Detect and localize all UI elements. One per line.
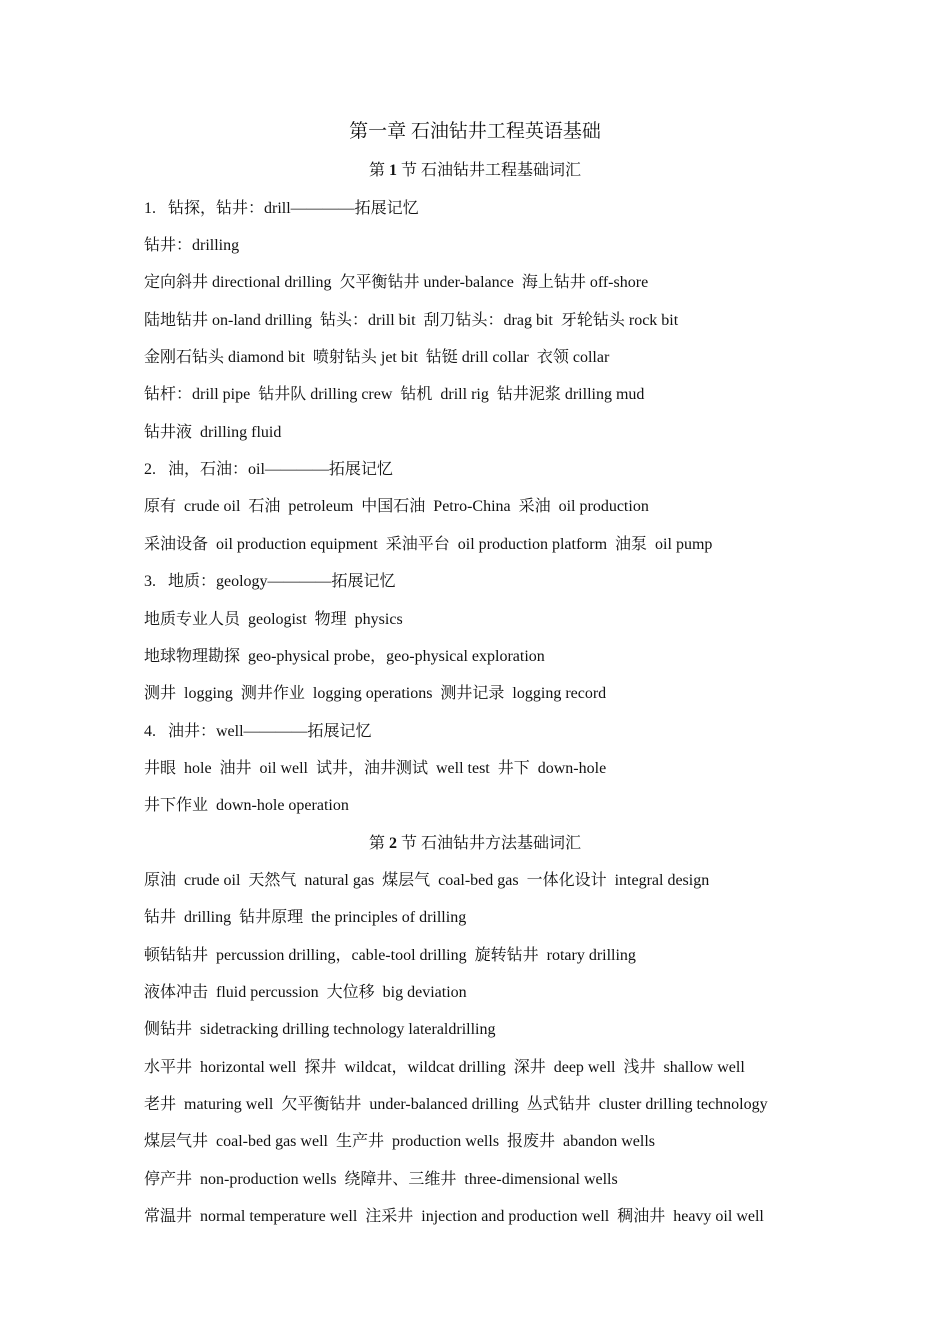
vocab-line: 测井 logging 测井作业 logging operations 测井记录 logging record bbox=[144, 685, 607, 702]
vocab-line: 液体冲击 fluid percussion 大位移 big deviation bbox=[144, 984, 467, 1001]
vocab-line: 老井 maturing well 欠平衡钻井 under-balanced drilling 丛式钻井 cluster drilling technology bbox=[144, 1096, 768, 1113]
vocab-heading-geology: 3. 地质：geology————拓展记忆 bbox=[144, 573, 396, 590]
vocab-heading-drill: 1. 钻探，钻井：drill————拓展记忆 bbox=[144, 200, 419, 217]
vocab-line: 原油 crude oil 天然气 natural gas 煤层气 coal-bed gas 一体化设计 integral design bbox=[144, 872, 710, 889]
vocab-heading-well: 4. 油井：well————拓展记忆 bbox=[144, 723, 372, 740]
vocab-line: 停产井 non-production wells 绕障井、三维井 three-dimensional wells bbox=[144, 1171, 618, 1188]
vocab-line: 钻井液 drilling fluid bbox=[144, 424, 282, 441]
vocab-line: 常温井 normal temperature well 注采井 injection and production well 稠油井 heavy oil well bbox=[144, 1208, 764, 1225]
section-number: 2 bbox=[389, 835, 397, 852]
vocab-line: 金刚石钻头 diamond bit 喷射钻头 jet bit 钻铤 drill collar 衣领 collar bbox=[144, 349, 610, 366]
vocab-line: 采油设备 oil production equipment 采油平台 oil production platform 油泵 oil pump bbox=[144, 536, 713, 553]
vocab-heading-oil: 2. 油，石油：oil————拓展记忆 bbox=[144, 461, 393, 478]
section-prefix: 第 bbox=[368, 835, 389, 852]
section-prefix: 第 bbox=[368, 162, 389, 179]
vocab-line: 原有 crude oil 石油 petroleum 中国石油 Petro-China 采油 oil production bbox=[144, 498, 649, 515]
vocab-line: 侧钻井 sidetracking drilling technology lateraldrilling bbox=[144, 1021, 496, 1038]
section-heading-2 bbox=[0, 832, 950, 856]
section-title: 节 石油钻井工程基础词汇 bbox=[397, 162, 582, 179]
section-heading-1 bbox=[0, 159, 950, 183]
vocab-line: 水平井 horizontal well 探井 wildcat，wildcat drilling 深井 deep well 浅井 shallow well bbox=[144, 1059, 745, 1076]
vocab-line: 煤层气井 coal-bed gas well 生产井 production wells 报废井 abandon wells bbox=[144, 1133, 656, 1150]
section-title: 节 石油钻井方法基础词汇 bbox=[397, 835, 582, 852]
vocab-line: 井下作业 down-hole operation bbox=[144, 797, 349, 814]
vocab-line: 钻井：drilling bbox=[144, 237, 240, 254]
vocab-line: 陆地钻井 on-land drilling 钻头：drill bit 刮刀钻头：drag bit 牙轮钻头 rock bit bbox=[144, 312, 679, 329]
section-number: 1 bbox=[389, 162, 397, 179]
vocab-line: 地质专业人员 geologist 物理 physics bbox=[144, 611, 403, 628]
vocab-line: 顿钻钻井 percussion drilling，cable-tool drilling 旋转钻井 rotary drilling bbox=[144, 947, 636, 964]
vocab-line: 钻井 drilling 钻井原理 the principles of drilling bbox=[144, 909, 467, 926]
chapter-title: 第一章 石油钻井工程英语基础 bbox=[349, 121, 601, 142]
vocab-line: 钻杆：drill pipe 钻井队 drilling crew 钻机 drill rig 钻井泥浆 drilling mud bbox=[144, 386, 645, 403]
vocab-line: 地球物理勘探 geo-physical probe，geo-physical exploration bbox=[144, 648, 545, 665]
vocab-line: 定向斜井 directional drilling 欠平衡钻井 under-balance 海上钻井 off-shore bbox=[144, 274, 649, 291]
vocab-line: 井眼 hole 油井 oil well 试井，油井测试 well test 井下 down-hole bbox=[144, 760, 607, 777]
